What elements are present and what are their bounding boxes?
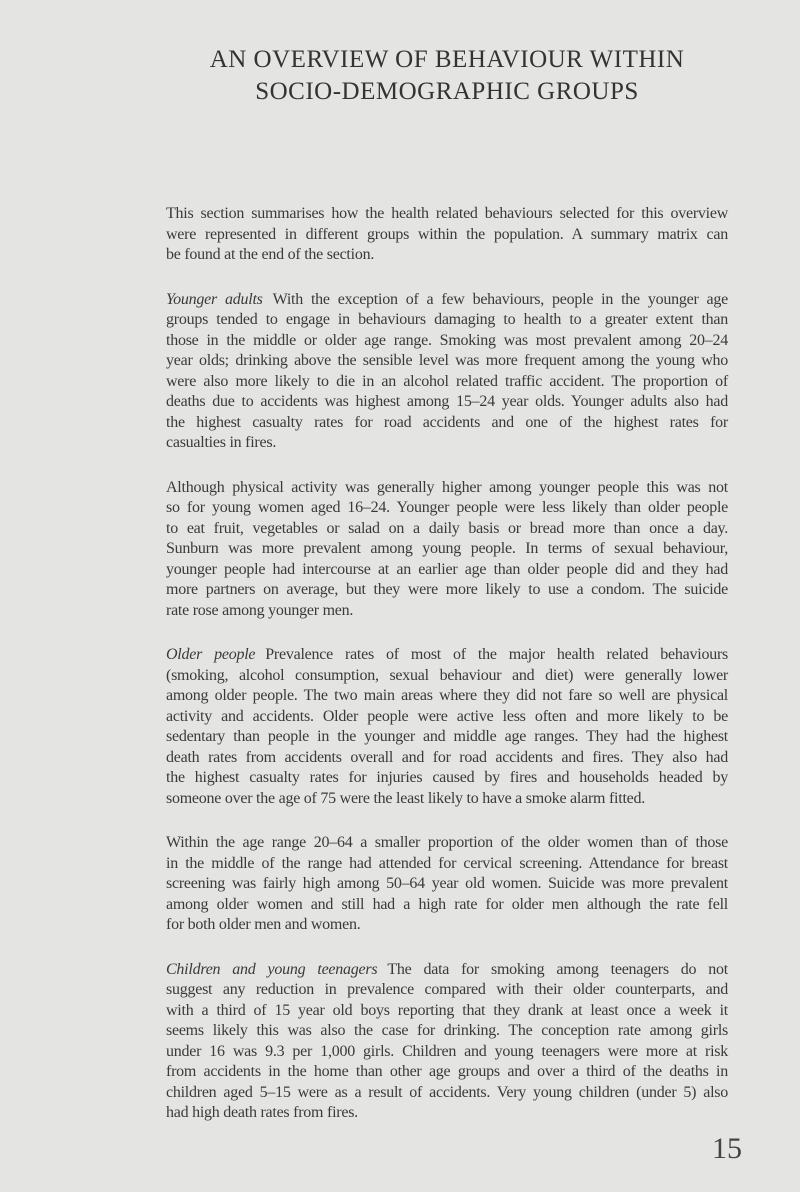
text-line [166,833,728,854]
line-text: be found at the end of the section. [166,246,375,263]
line-text: Within the age range 20–64 a smaller proportion of the older women than of those [166,834,728,851]
line-text: death rates from accidents overall and for road accidents and fires. They also had [166,748,728,766]
text-line [166,351,728,372]
text-line [166,245,728,266]
line-text: with a third of 15 year old boys reporting that they drank at least once a week it [166,1001,728,1019]
line-text: This section summarises how the health related behaviours selected for this overview [166,205,728,222]
text-line [166,980,728,1001]
text-line [166,768,728,789]
text-line [166,392,728,413]
text-line [166,1042,728,1063]
text-line [166,1103,728,1124]
paragraph-lead-heading: Younger adults [166,290,263,308]
line-text: Prevalence rates of most of the major health related behaviours [265,646,729,663]
text-line [166,854,728,875]
line-text: from accidents in the home than other age groups and over a third of the deaths in [166,1063,728,1080]
page-title-line-2: SOCIO-DEMOGRAPHIC GROUPS [255,78,639,105]
line-text: children aged 5–15 were as a result of accidents. Very young children (under 5) also [166,1083,728,1101]
line-text: in the middle of the range had attended for cervical screening. Attendance for breast [166,854,728,872]
text-line [166,789,728,810]
line-text: suggest any reduction in prevalence compared with their older counterparts, and [166,981,728,998]
text-line [166,895,728,916]
line-text: groups tended to engage in behaviours damaging to health to a greater extent than [166,311,728,328]
line-text: were also more likely to die in an alcohol related traffic accident. The proportion of [166,372,728,390]
line-text: the highest casualty rates for injuries caused by fires and households headed by [166,769,728,786]
text-line [166,413,728,434]
text-line [166,310,728,331]
page-number: 15 [712,1132,742,1165]
line-text: those in the middle or older age range. Smoking was most prevalent among 20–24 [166,331,728,349]
line-text: seems likely this was also the case for drinking. The conception rate among girls [166,1022,728,1039]
line-text: were represented in different groups within the population. A summary matrix can [166,225,728,243]
line-text: for both older men and women. [166,916,361,933]
line-text: activity and accidents. Older people were active less often and more likely to be [166,707,728,725]
text-line [166,1021,728,1042]
text-line [166,519,728,540]
text-line [166,560,728,581]
paragraph [166,290,728,454]
line-text: Sunburn was more prevalent among young people. In terms of sexual behaviour, [166,540,728,557]
paragraph [166,960,728,1124]
line-text: deaths due to accidents was highest among 15–24 year olds. Younger adults also had [166,393,728,410]
line-text: among older women and still had a high rate for older men although the rate fell [166,895,728,913]
text-line [166,707,728,728]
line-text: The data for smoking among teenagers do not [387,960,728,978]
text-line [166,727,728,748]
paragraph [166,833,728,936]
line-text: more partners on average, but they were more likely to use a condom. The suicide [166,581,728,598]
line-text: to eat fruit, vegetables or salad on a daily basis or bread more than once a day. [166,519,728,537]
line-text: (smoking, alcohol consumption, sexual behaviour and diet) were generally lower [166,666,728,684]
text-line [166,874,728,895]
text-line [166,748,728,769]
line-text: rate rose among younger men. [166,601,354,619]
text-line [166,666,728,687]
text-line [166,225,728,246]
line-text: screening was fairly high among 50–64 year old women. Suicide was more prevalent [166,875,728,892]
text-line [166,915,728,936]
line-text: sedentary than people in the younger and middle age ranges. They had the highest [166,728,728,745]
text-line [166,645,728,666]
line-text: Although physical activity was generally higher among younger people this was not [166,478,728,496]
text-line [166,204,728,225]
text-line [166,372,728,393]
body-text [166,204,728,1148]
text-line [166,331,728,352]
line-text: among older people. The two main areas where they did not fare so well are physical [166,687,728,704]
text-line [166,1062,728,1083]
page-title-line-1: AN OVERVIEW OF BEHAVIOUR WITHIN [209,46,685,73]
paragraph-lead-heading: Older people [166,646,256,663]
line-text: so for young women aged 16–24. Younger people were less likely than older people [166,499,728,516]
text-line [166,686,728,707]
text-line [166,539,728,560]
line-text: With the exception of a few behaviours, people in the younger age [272,290,729,308]
line-text: someone over the age of 75 were the least likely to have a smoke alarm fitted. [166,789,645,807]
paragraph-lead-heading: Children and young teenagers [166,960,378,978]
line-text: had high death rates from fires. [166,1104,358,1121]
text-line [166,1083,728,1104]
text-line [166,433,728,454]
paragraph [166,204,728,266]
text-line [166,601,728,622]
line-text: casualties in fires. [166,434,277,451]
line-text: year olds; drinking above the sensible level was more frequent among the young who [166,352,728,369]
text-line [166,960,728,981]
text-line [166,478,728,499]
text-line [166,498,728,519]
paragraph [166,478,728,622]
line-text: under 16 was 9.3 per 1,000 girls. Children and young teenagers were more at risk [166,1042,728,1060]
paragraph [166,645,728,809]
line-text: younger people had intercourse at an earlier age than older people did and they had [166,560,728,578]
text-line [166,1001,728,1022]
line-text: the highest casualty rates for road accidents and one of the highest rates for [166,413,728,431]
text-line [166,580,728,601]
text-line [166,290,728,311]
